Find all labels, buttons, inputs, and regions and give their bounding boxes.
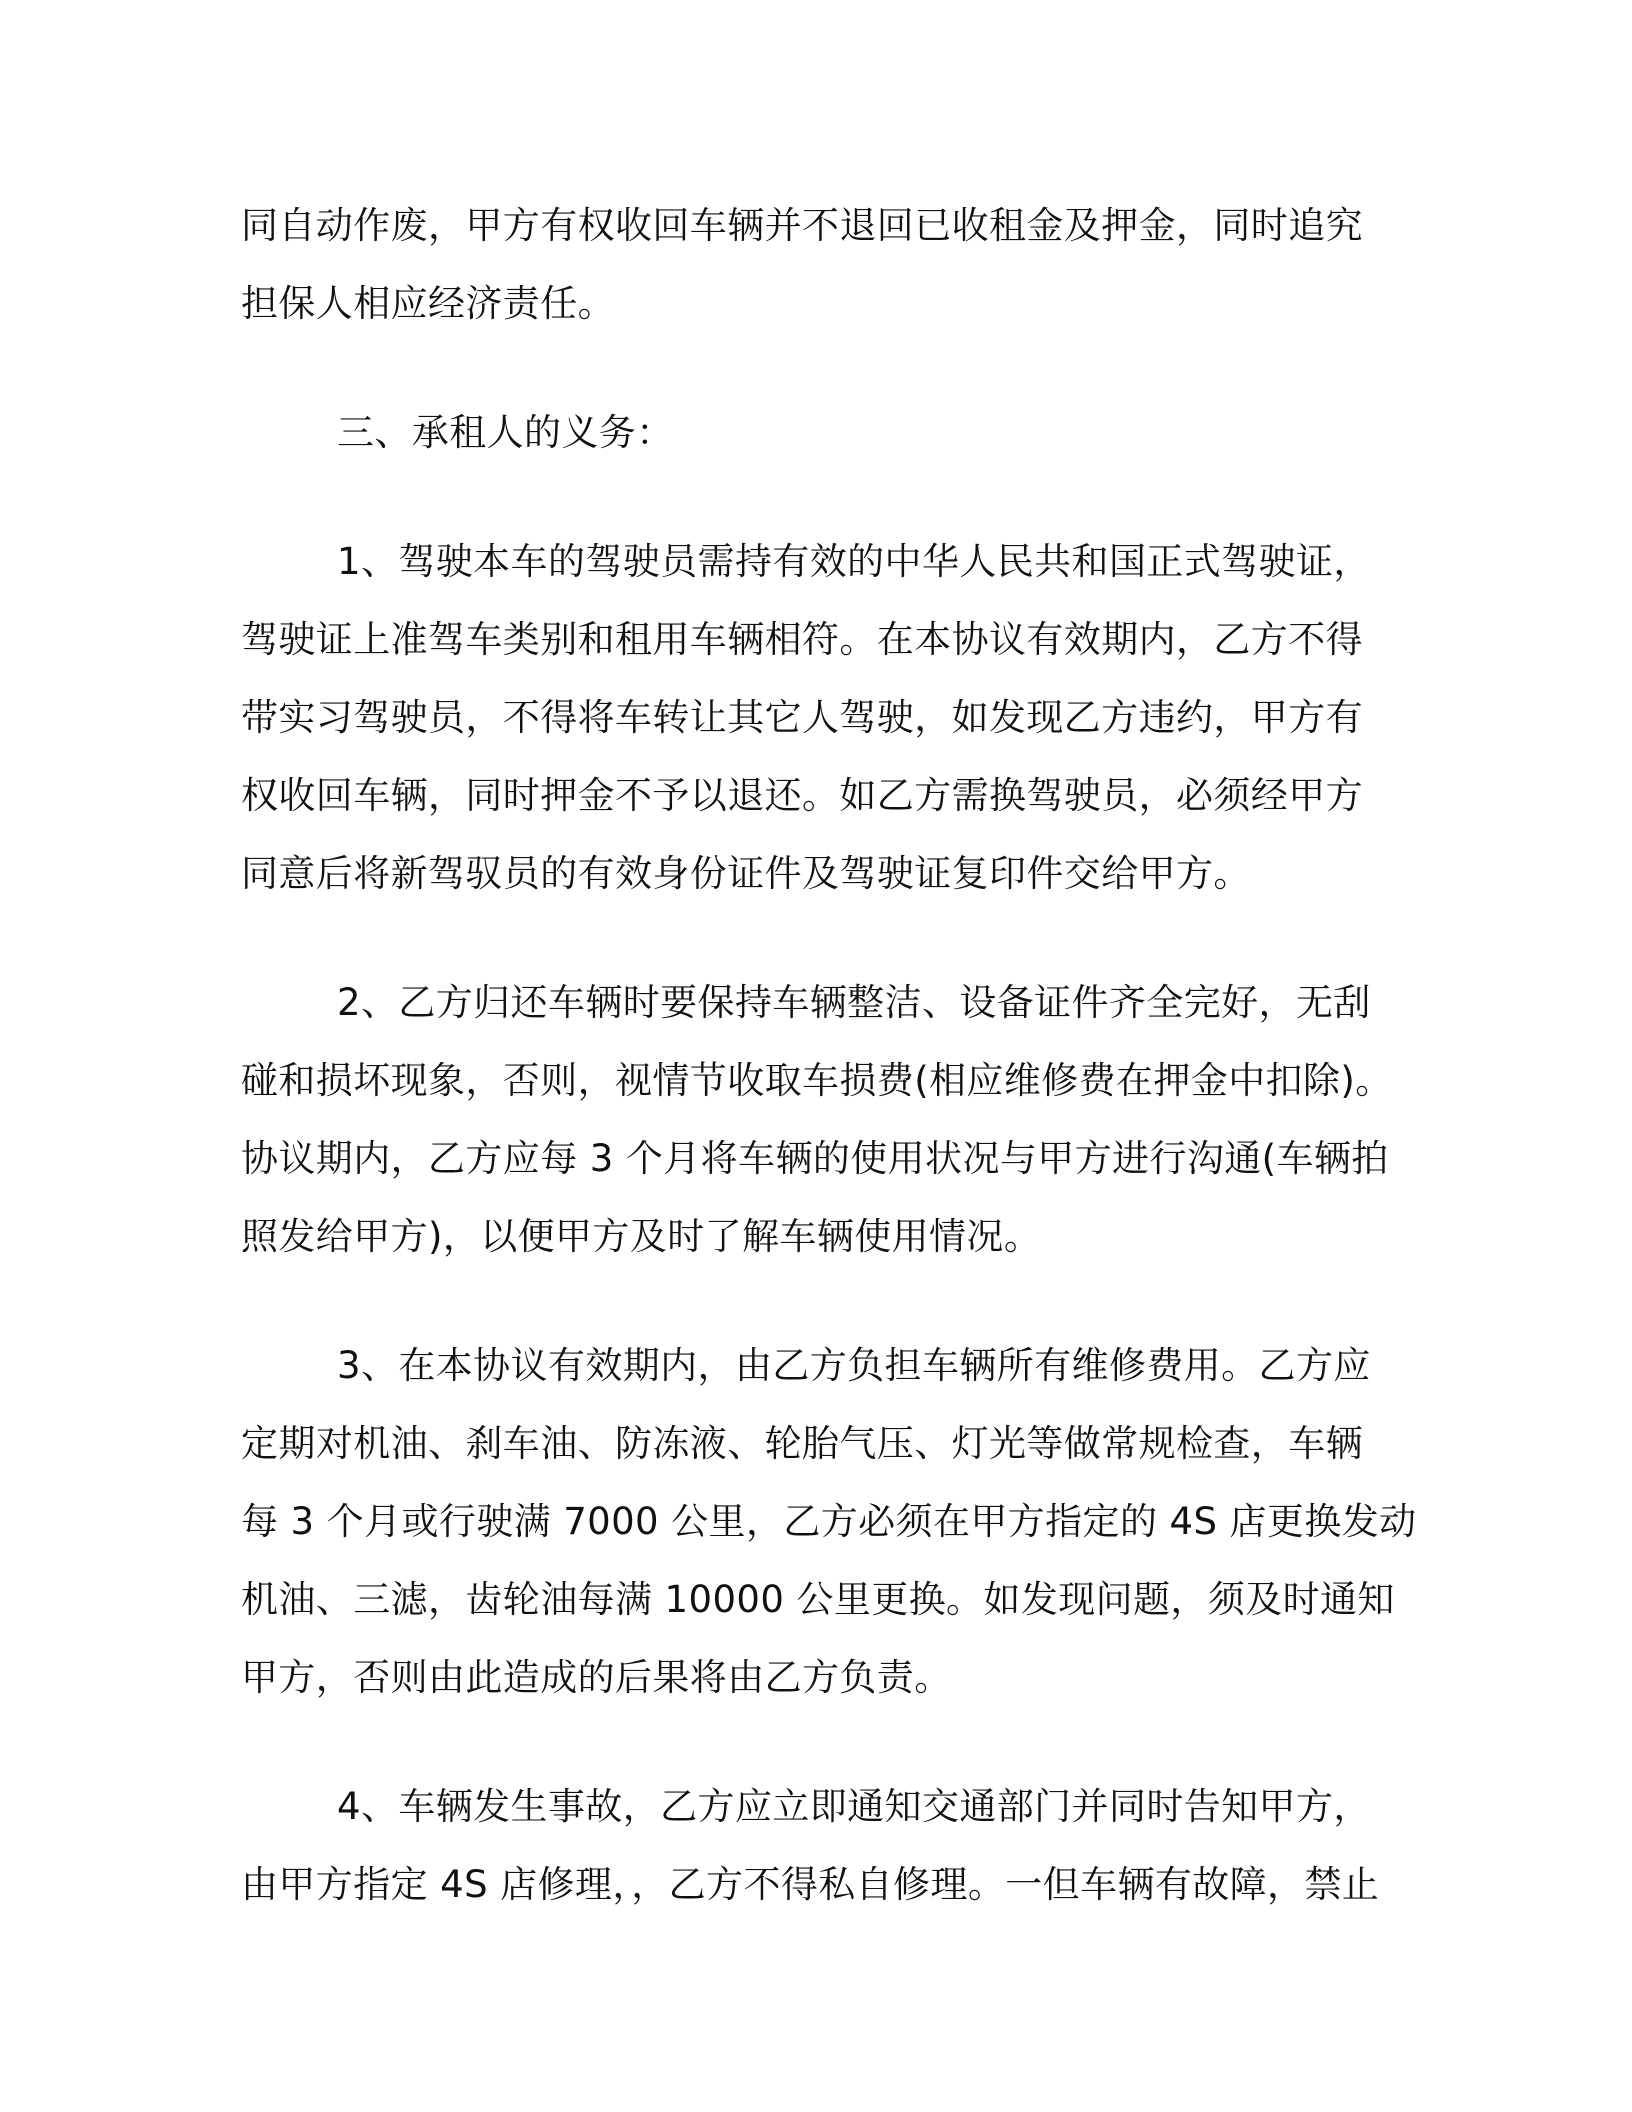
clause-2	[241, 964, 1393, 1276]
text-line: 照发给甲方)，以便甲方及时了解车辆使用情况。	[241, 1215, 1042, 1258]
text-line: 由甲方指定 4S 店修理，，乙方不得私自修理。一但车辆有故障，禁止	[241, 1863, 1380, 1906]
text-line: 碰和损坏现象，否则，视情节收取车损费(相应维修费在押金中扣除)。	[241, 1059, 1393, 1102]
paragraph-continuation	[241, 187, 1381, 343]
text-line: 带实习驾驶员，不得将车转让其它人驾驶，如发现乙方违约，甲方有	[241, 696, 1363, 739]
clause-4	[241, 1768, 1381, 1924]
text-line: 担保人相应经济责任。	[241, 282, 615, 325]
text-line: 机油、三滤，齿轮油每满 10000 公里更换。如发现问题，须及时通知	[241, 1578, 1395, 1621]
heading-text: 三、承租人的义务：	[337, 411, 674, 454]
text-line: 定期对机油、刹车油、防冻液、轮胎气压、灯光等做常规检查，车辆	[241, 1422, 1363, 1465]
text-line: 权收回车辆，同时押金不予以退还。如乙方需换驾驶员，必须经甲方	[241, 774, 1363, 817]
text-line: 同意后将新驾驭员的有效身份证件及驾驶证复印件交给甲方。	[241, 852, 1251, 895]
text-line: 驾驶证上准驾车类别和租用车辆相符。在本协议有效期内，乙方不得	[241, 618, 1363, 661]
text-line: 同自动作废，甲方有权收回车辆并不退回已收租金及押金，同时追究	[241, 204, 1363, 247]
text-line: 3、在本协议有效期内，由乙方负担车辆所有维修费用。乙方应	[337, 1344, 1371, 1387]
text-line: 4、车辆发生事故，乙方应立即通知交通部门并同时告知甲方，	[337, 1785, 1371, 1828]
text-line: 1、驾驶本车的驾驶员需持有效的中华人民共和国正式驾驶证，	[337, 540, 1371, 583]
clause-1	[241, 523, 1381, 913]
text-line: 2、乙方归还车辆时要保持车辆整洁、设备证件齐全完好，无刮	[337, 981, 1371, 1024]
text-line: 甲方，否则由此造成的后果将由乙方负责。	[241, 1656, 952, 1699]
text-line: 每 3 个月或行驶满 7000 公里，乙方必须在甲方指定的 4S 店更换发动	[241, 1500, 1417, 1543]
section-heading	[241, 394, 1381, 472]
document-body	[241, 187, 1417, 1924]
text-line: 协议期内，乙方应每 3 个月将车辆的使用状况与甲方进行沟通(车辆拍	[241, 1137, 1389, 1180]
clause-3	[241, 1327, 1417, 1717]
